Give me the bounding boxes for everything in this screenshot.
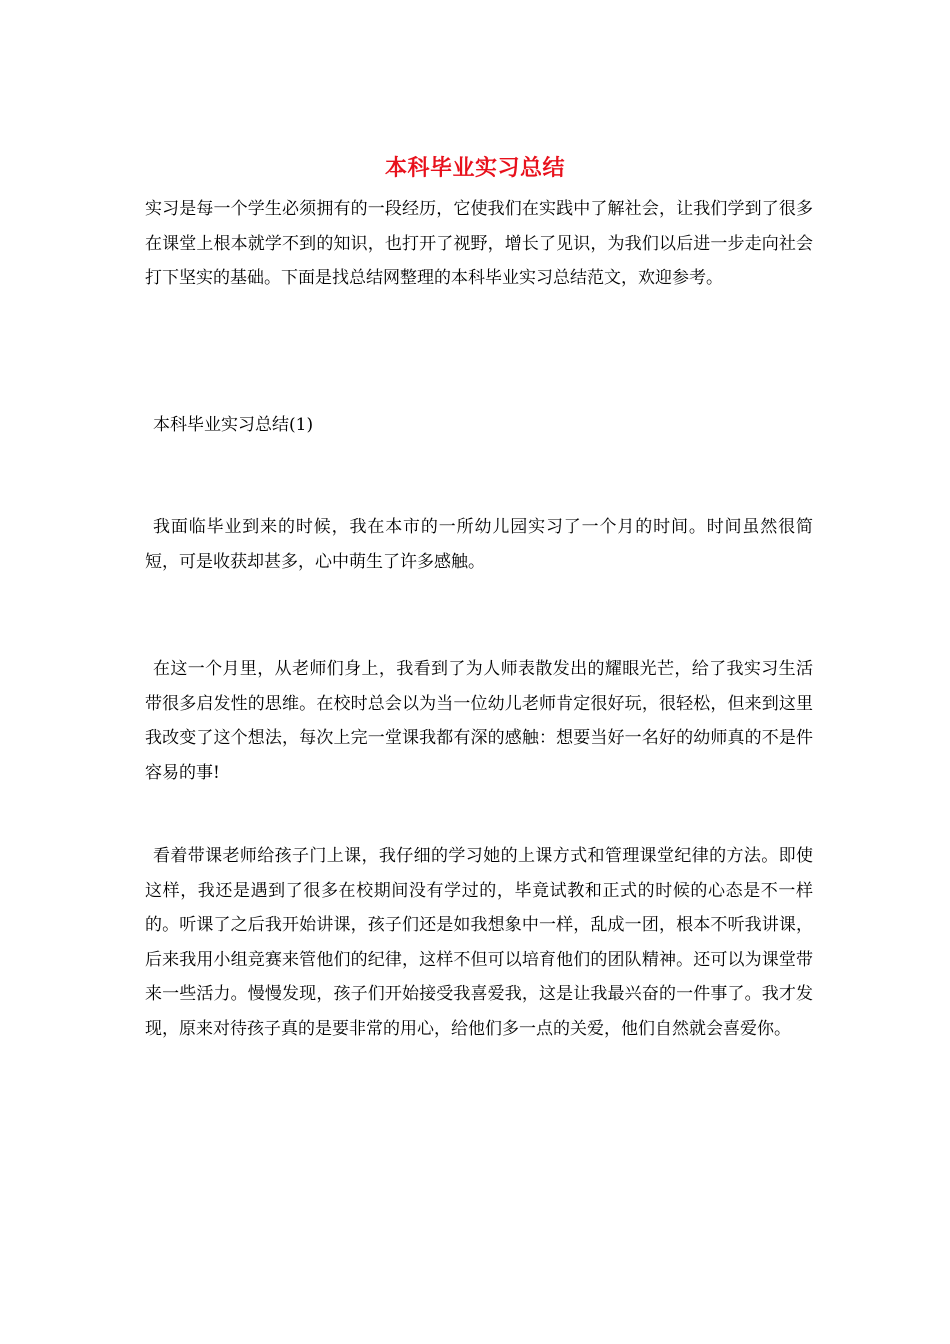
body-paragraph-3: 看着带课老师给孩子门上课，我仔细的学习她的上课方式和管理课堂纪律的方法。即使这样，我还是遇到了很多在校期间没有学过的，毕竟试教和正式的时候的心态是不一样的。听课了之后我开始讲课，孩子们还是如我想象中一样，乱成一团，根本不听我讲课，后来我用小组竞赛来管他们的纪律，这样不但可以培育他们的团队精神。还可以为课堂带来一些活力。慢慢发现，孩子们开始接受我喜爱我，这是让我最兴奋的一件事了。我才发现，原来对待孩子真的是要非常的用心，给他们多一点的关爱，他们自然就会喜爱你。	[145, 846, 813, 1039]
body-paragraph-1: 我面临毕业到来的时候，我在本市的一所幼儿园实习了一个月的时间。时间虽然很简短，可是收获却甚多，心中萌生了许多感触。	[145, 517, 813, 572]
document-title: 本科毕业实习总结	[384, 155, 565, 181]
body-paragraph-2: 在这一个月里，从老师们身上，我看到了为人师表散发出的耀眼光芒，给了我实习生活带很多启发性的思维。在校时总会以为当一位幼儿老师肯定很好玩，很轻松，但来到这里我改变了这个想法，每次上完一堂课我都有深的感触：想要当好一名好的幼师真的不是件容易的事!	[145, 659, 813, 783]
intro-paragraph: 实习是每一个学生必须拥有的一段经历，它使我们在实践中了解社会，让我们学到了很多在课堂上根本就学不到的知识，也打开了视野，增长了见识，为我们以后进一步走向社会打下坚实的基础。下面是找总结网整理的本科毕业实习总结范文，欢迎参考。	[145, 199, 813, 288]
section-subtitle: 本科毕业实习总结(1)	[153, 415, 314, 435]
